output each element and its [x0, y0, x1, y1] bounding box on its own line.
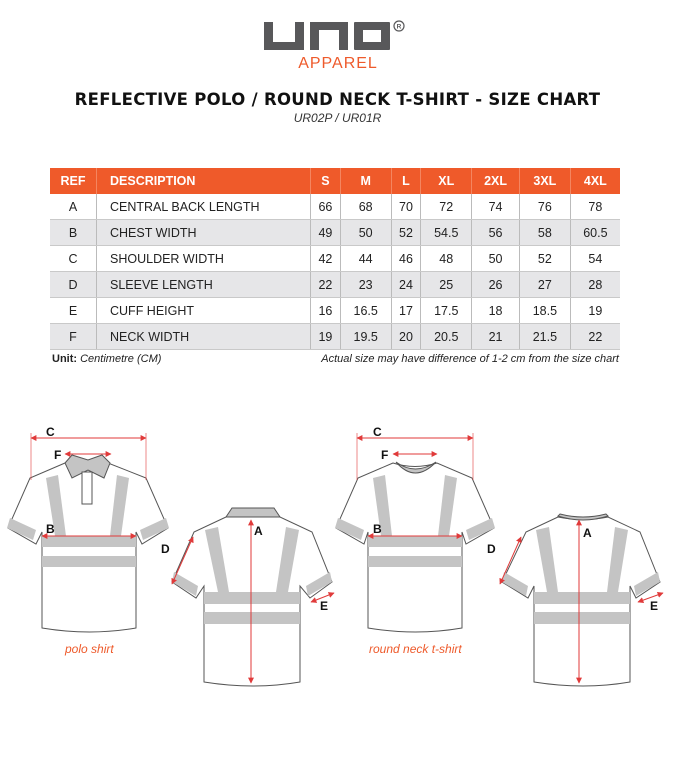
- cell-ref: C: [50, 246, 97, 272]
- cell-value: 54: [570, 246, 620, 272]
- cell-value: 25: [421, 272, 472, 298]
- cell-description: NECK WIDTH: [97, 324, 311, 350]
- header-size-m: M: [340, 168, 391, 194]
- cell-value: 56: [472, 220, 520, 246]
- product-codes: UR02P / UR01R: [293, 111, 382, 125]
- cell-value: 21.5: [520, 324, 571, 350]
- table-row: [50, 246, 620, 272]
- cell-description: SLEEVE LENGTH: [97, 272, 311, 298]
- cell-value: 58: [520, 220, 571, 246]
- cell-value: 48: [421, 246, 472, 272]
- label-d: D: [161, 542, 170, 556]
- label-a: A: [583, 526, 592, 540]
- cell-value: 60.5: [570, 220, 620, 246]
- table-row: [50, 194, 620, 220]
- brand-subtitle: APPAREL: [298, 55, 378, 72]
- cell-ref: F: [50, 324, 97, 350]
- header-description: DESCRIPTION: [97, 168, 311, 194]
- cell-value: 23: [340, 272, 391, 298]
- label-e: E: [650, 599, 659, 613]
- cell-value: 18.5: [520, 298, 571, 324]
- cell-description: SHOULDER WIDTH: [97, 246, 311, 272]
- cell-value: 22: [311, 272, 341, 298]
- label-c: C: [46, 425, 55, 439]
- cell-value: 42: [311, 246, 341, 272]
- cell-value: 18: [472, 298, 520, 324]
- cell-value: 20.5: [421, 324, 472, 350]
- cell-value: 24: [391, 272, 421, 298]
- header-size-2xl: 2XL: [472, 168, 520, 194]
- header-size-xl: XL: [421, 168, 472, 194]
- tshirt-caption: round neck t-shirt: [369, 642, 462, 656]
- cell-ref: D: [50, 272, 97, 298]
- label-b: B: [46, 522, 55, 536]
- table-row: [50, 220, 620, 246]
- cell-value: 50: [340, 220, 391, 246]
- cell-value: 19.5: [340, 324, 391, 350]
- table-header-row: [50, 168, 620, 194]
- cell-value: 16: [311, 298, 341, 324]
- cell-value: 26: [472, 272, 520, 298]
- header-size-l: L: [391, 168, 421, 194]
- cell-value: 52: [391, 220, 421, 246]
- garment-diagrams: [0, 405, 675, 705]
- cell-value: 54.5: [421, 220, 472, 246]
- cell-value: 28: [570, 272, 620, 298]
- header-size-s: S: [311, 168, 341, 194]
- label-f: F: [54, 448, 62, 462]
- cell-ref: E: [50, 298, 97, 324]
- cell-value: 78: [570, 194, 620, 220]
- header-size-3xl: 3XL: [520, 168, 571, 194]
- cell-value: 22: [570, 324, 620, 350]
- cell-value: 50: [472, 246, 520, 272]
- cell-value: 68: [340, 194, 391, 220]
- cell-ref: B: [50, 220, 97, 246]
- cell-value: 17.5: [421, 298, 472, 324]
- polo-caption: polo shirt: [65, 642, 114, 656]
- svg-text:R: R: [396, 23, 402, 31]
- cell-value: 16.5: [340, 298, 391, 324]
- cell-description: CUFF HEIGHT: [97, 298, 311, 324]
- label-b: B: [373, 522, 382, 536]
- label-c: C: [373, 425, 382, 439]
- cell-value: 19: [311, 324, 341, 350]
- polo-back-diagram: [172, 508, 332, 686]
- tolerance-note: Actual size may have difference of 1-2 cm from the size chart: [321, 353, 619, 365]
- cell-value: 21: [472, 324, 520, 350]
- unit-label: Unit:: [52, 353, 78, 365]
- cell-value: 17: [391, 298, 421, 324]
- cell-value: 44: [340, 246, 391, 272]
- label-f: F: [381, 448, 389, 462]
- tshirt-back-diagram: [502, 514, 660, 686]
- cell-description: CHEST WIDTH: [97, 220, 311, 246]
- cell-value: 52: [520, 246, 571, 272]
- cell-value: 70: [391, 194, 421, 220]
- cell-value: 74: [472, 194, 520, 220]
- label-e: E: [320, 599, 329, 613]
- page-title: REFLECTIVE POLO / ROUND NECK T-SHIRT - SIZE CHART: [74, 90, 601, 109]
- tshirt-front-diagram: [335, 462, 495, 632]
- cell-value: 66: [311, 194, 341, 220]
- cell-value: 46: [391, 246, 421, 272]
- header-size-4xl: 4XL: [570, 168, 620, 194]
- cell-ref: A: [50, 194, 97, 220]
- unit-value: Centimetre (CM): [80, 353, 162, 365]
- polo-front-diagram: [7, 455, 169, 632]
- size-chart-table: [50, 168, 620, 350]
- cell-value: 20: [391, 324, 421, 350]
- label-d: D: [487, 542, 496, 556]
- table-row: [50, 298, 620, 324]
- cell-value: 27: [520, 272, 571, 298]
- unit-note: [52, 353, 161, 365]
- label-a: A: [254, 524, 263, 538]
- table-row: [50, 272, 620, 298]
- cell-value: 76: [520, 194, 571, 220]
- table-row: [50, 324, 620, 350]
- cell-value: 49: [311, 220, 341, 246]
- header-ref: REF: [50, 168, 97, 194]
- cell-value: 19: [570, 298, 620, 324]
- cell-description: CENTRAL BACK LENGTH: [97, 194, 311, 220]
- cell-value: 72: [421, 194, 472, 220]
